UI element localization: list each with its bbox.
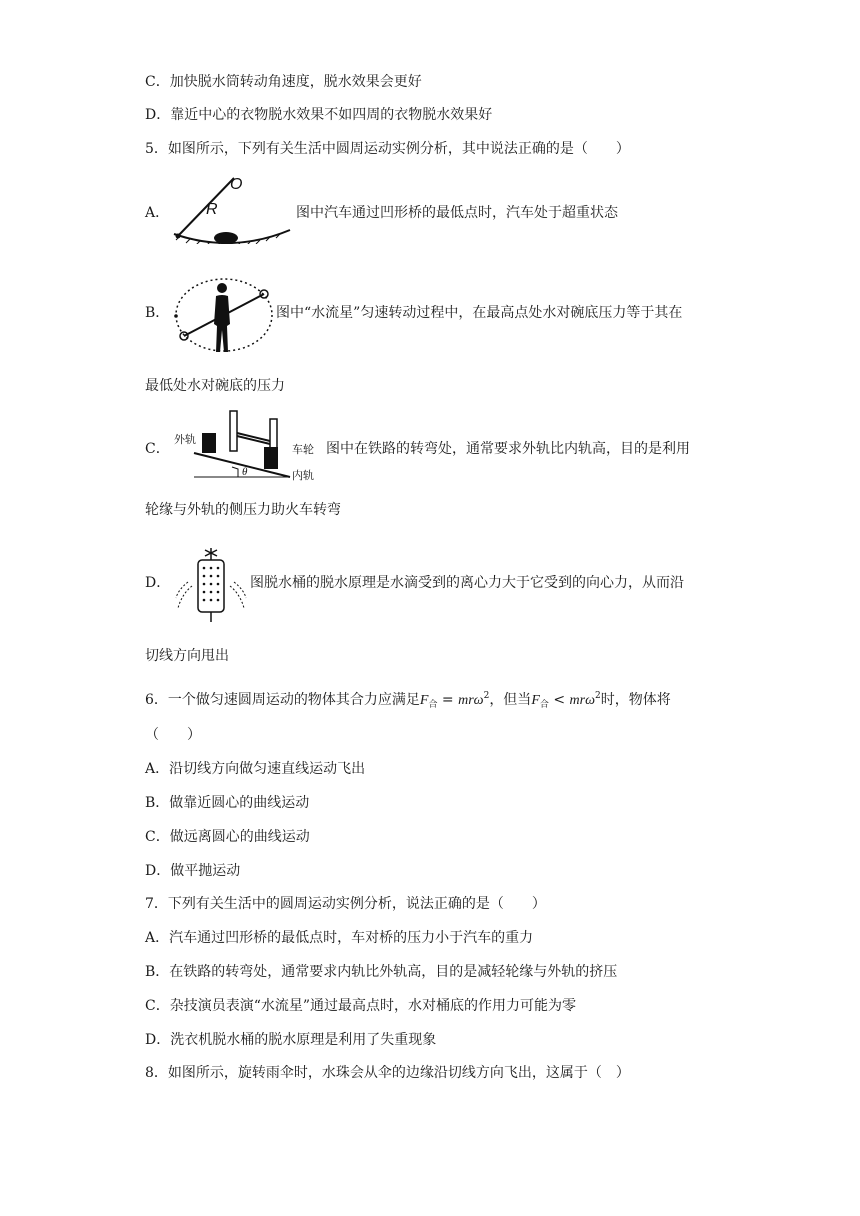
label-wheel: 车轮 xyxy=(292,443,314,456)
q7-option-c: C．杂技演员表演“水流星”通过最高点时，水对桶底的作用力可能为零 xyxy=(145,998,577,1014)
q6-option-a: A．沿切线方向做匀速直线运动飞出 xyxy=(145,761,366,777)
equals-sign: = xyxy=(437,692,459,708)
label-inner-rail: 内轨 xyxy=(292,469,314,482)
omega-square-2: 2 xyxy=(594,691,601,701)
q5-option-c-text: 图中在铁路的转弯处，通常要求外轨比内轨高，目的是利用 xyxy=(326,441,690,457)
q5-option-b-label: B． xyxy=(145,305,170,321)
f-subscript: 合 xyxy=(428,700,438,710)
q6-paren: （ ） xyxy=(145,727,201,743)
q5-option-d-label: D． xyxy=(145,575,171,591)
q6-stem-pre: 6．一个做匀速圆周运动的物体其合力应满足 xyxy=(145,692,420,708)
railway-curve-figure xyxy=(172,405,324,483)
q5-option-a-label: A． xyxy=(145,205,170,221)
q5-stem: 5．如图所示，下列有关生活中圆周运动实例分析，其中说法正确的是（ ） xyxy=(145,141,630,157)
f-symbol-2: F xyxy=(531,693,540,708)
q4-option-d: D．靠近中心的衣物脱水效果不如四周的衣物脱水效果好 xyxy=(145,107,493,123)
f-symbol: F xyxy=(419,693,429,708)
q6-option-b: B．做靠近圆心的曲线运动 xyxy=(145,795,310,811)
q8-stem: 8．如图所示，旋转雨伞时，水珠会从伞的边缘沿切线方向飞出，这属于（ ） xyxy=(145,1065,630,1081)
q6-stem xyxy=(145,686,671,715)
less-than-sign: < xyxy=(548,692,570,708)
q7-option-a: A．汽车通过凹形桥的最低点时，车对桥的压力小于汽车的重力 xyxy=(145,930,534,946)
q5-option-b-cont: 最低处水对碗底的压力 xyxy=(145,378,285,394)
q4-option-c: C．加快脱水筒转动角速度，脱水效果会更好 xyxy=(145,74,422,90)
label-theta: θ xyxy=(242,466,248,478)
required-force: mrω xyxy=(458,693,484,708)
q7-option-d: D．洗衣机脱水桶的脱水原理是利用了失重现象 xyxy=(145,1032,437,1048)
q5-option-c-label: C． xyxy=(145,441,170,457)
q5-option-d-cont: 切线方向甩出 xyxy=(145,648,229,664)
q5-option-b-text: 图中“水流星”匀速转动过程中，在最高点处水对碗底压力等于其在 xyxy=(276,305,683,321)
f-subscript-2: 合 xyxy=(539,700,549,710)
q7-option-b: B．在铁路的转弯处，通常要求内轨比外轨高，目的是减轻轮缘与外轨的挤压 xyxy=(145,964,618,980)
water-meteor-figure xyxy=(172,274,276,356)
label-o: O xyxy=(230,176,243,193)
q6-stem-mid: ，但当 xyxy=(489,692,532,708)
q5-option-c-cont: 轮缘与外轨的侧压力助火车转弯 xyxy=(145,502,341,518)
omega-square: 2 xyxy=(483,691,490,701)
concave-bridge-figure xyxy=(170,172,295,244)
spin-dryer-figure xyxy=(174,546,248,624)
q5-option-a-text: 图中汽车通过凹形桥的最低点时，汽车处于超重状态 xyxy=(296,205,618,221)
required-force-2: mrω xyxy=(569,693,595,708)
q5-option-d-text: 图脱水桶的脱水原理是水滴受到的离心力大于它受到的向心力，从而沿 xyxy=(250,575,684,591)
q7-stem: 7．下列有关生活中的圆周运动实例分析，说法正确的是（ ） xyxy=(145,896,546,912)
q6-stem-post: 时，物体将 xyxy=(600,692,671,708)
label-r: R xyxy=(206,201,218,218)
q6-option-c: C．做远离圆心的曲线运动 xyxy=(145,829,310,845)
label-outer-rail: 外轨 xyxy=(174,433,196,446)
q6-option-d: D．做平抛运动 xyxy=(145,863,241,879)
